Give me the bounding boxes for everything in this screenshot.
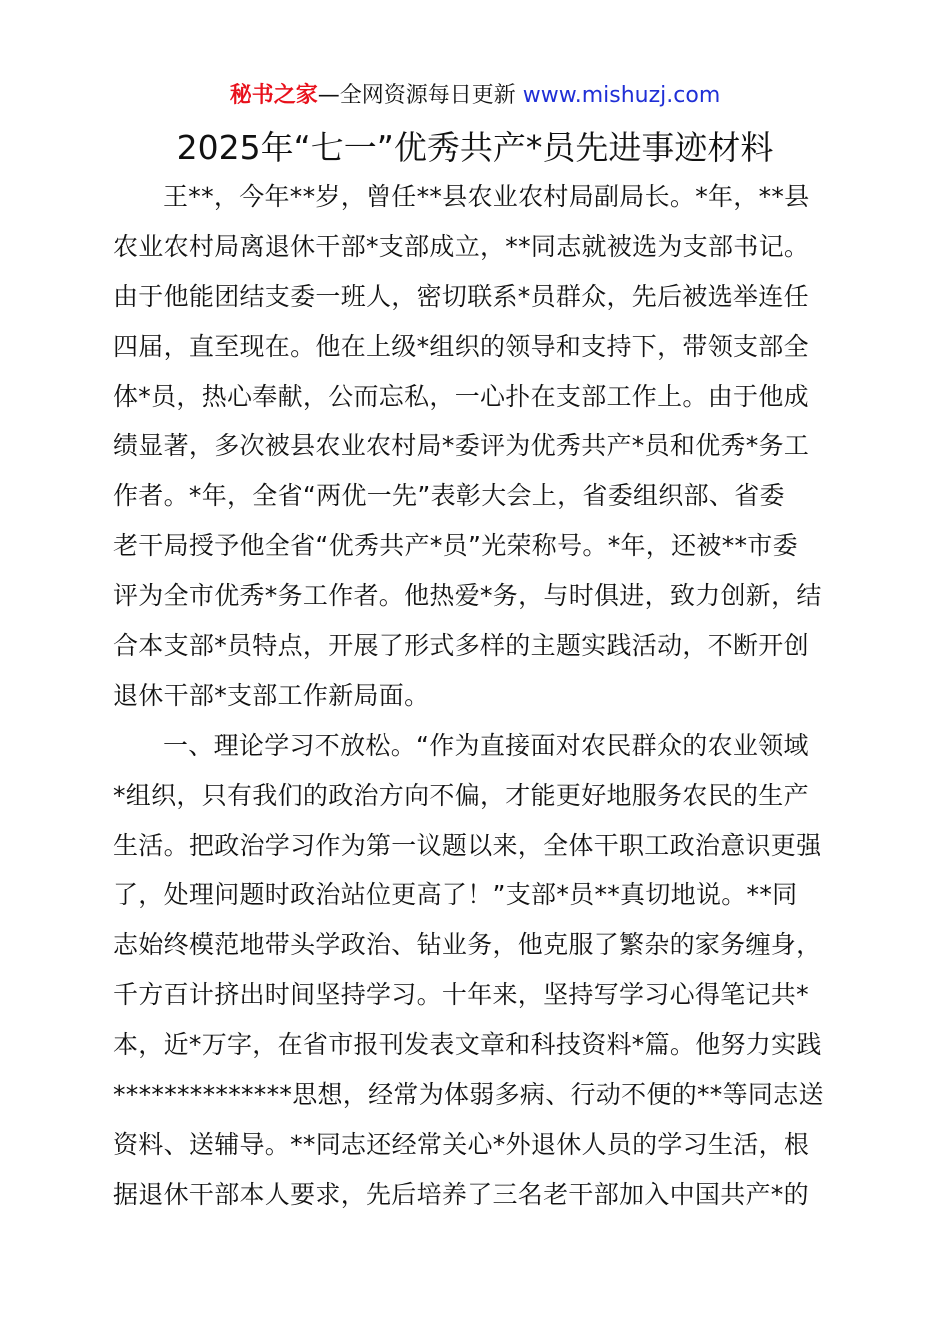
document-body [113, 172, 853, 1220]
body-line: 志始终模范地带头学政治、钻业务，他克服了繁杂的家务缠身， [113, 930, 822, 960]
body-line: 王**，今年**岁，曾任**县农业农村局副局长。*年，**县 [163, 182, 810, 211]
body-line: 退休干部*支部工作新局面。 [113, 680, 430, 710]
body-line: 一、理论学习不放松。“作为直接面对农民群众的农业领域 [163, 730, 809, 760]
body-line: 合本支部*员特点，开展了形式多样的主题实践活动，不断开创 [113, 631, 809, 661]
document-title: 2025年“七一”优秀共产*员先进事迹材料 [176, 128, 774, 167]
site-brand: 秘书之家 [229, 83, 318, 108]
body-line: 生活。把政治学习作为第一议题以来，全体干职工政治意识更强 [113, 830, 822, 860]
body-line: 资料、送辅导。**同志还经常关心*外退休人员的学习生活，根 [113, 1129, 810, 1159]
body-line: 作者。*年，全省“两优一先”表彰大会上，省委组织部、省委 [113, 481, 785, 511]
site-header [0, 80, 950, 112]
body-line: 本，近*万字，在省市报刊发表文章和科技资料*篇。他努力实践 [113, 1030, 822, 1060]
body-line: 了，处理问题时政治站位更高了！”支部*员**真切地说。**同 [113, 880, 798, 910]
body-line: 老干局授予他全省“优秀共产*员”光荣称号。*年，还被**市委 [113, 531, 798, 561]
site-tagline: —全网资源每日更新 [317, 83, 523, 108]
body-line: 体*员，热心奉献，公而忘私，一心扑在支部工作上。由于他成 [113, 381, 809, 411]
body-line: 评为全市优秀*务工作者。他热爱*务，与时俱进，致力创新，结 [113, 581, 822, 611]
body-line: *组织，只有我们的政治方向不偏，才能更好地服务农民的生产 [113, 780, 809, 810]
body-line: 千方百计挤出时间坚持学习。十年来，坚持写学习心得笔记共* [113, 980, 809, 1010]
body-line: **************思想，经常为体弱多病、行动不便的**等同志送 [113, 1080, 824, 1110]
body-line: 绩显著，多次被县农业农村局*委评为优秀共产*员和优秀*务工 [113, 431, 810, 461]
body-line: 农业农村局离退休干部*支部成立，**同志就被选为支部书记。 [113, 231, 810, 261]
body-line: 四届，直至现在。他在上级*组织的领导和支持下，带领支部全 [113, 331, 809, 361]
body-line: 据退休干部本人要求，先后培养了三名老干部加入中国共产*的 [113, 1179, 809, 1209]
body-line: 由于他能团结支委一班人，密切联系*员群众，先后被选举连任 [113, 281, 809, 311]
site-url-link[interactable]: www.mishuzj.com [522, 83, 721, 108]
